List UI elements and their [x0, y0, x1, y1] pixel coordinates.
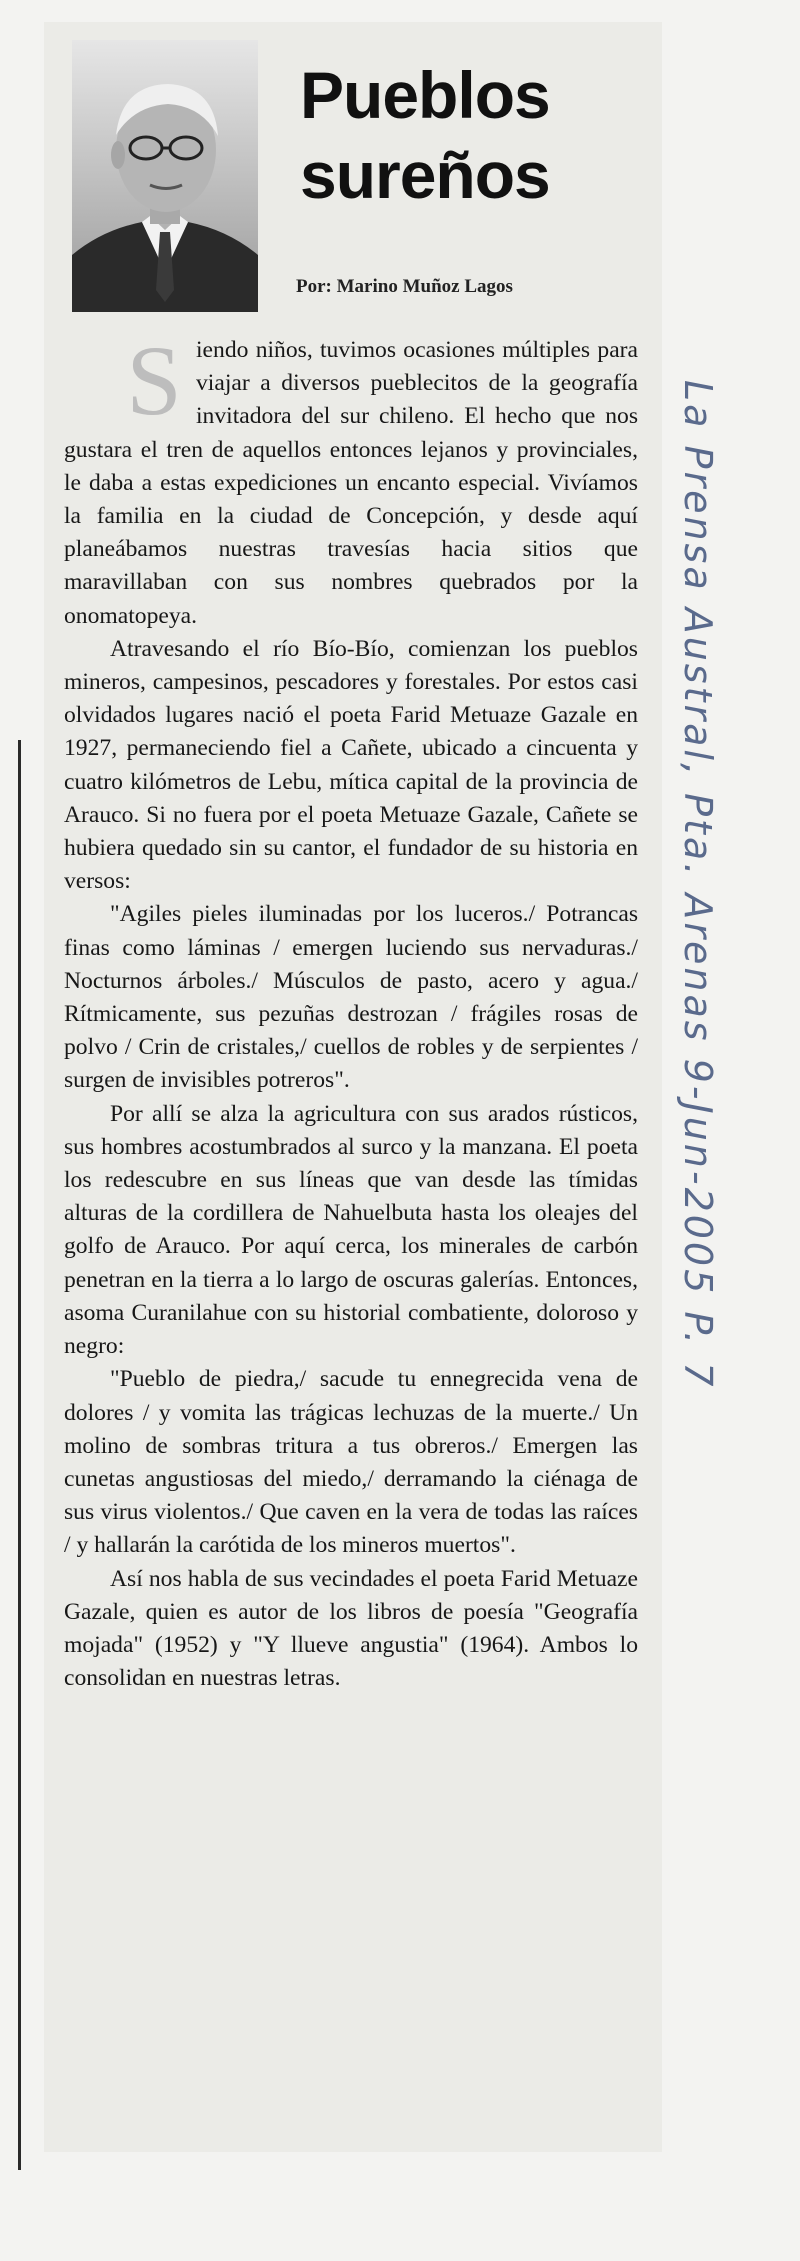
- paragraph-2: Atravesando el río Bío-Bío, comienzan los pueblos mineros, campesinos, pescadores y forestales. Por estos casi olvidados lugares nació el poeta Farid Metuaze Gazale en 1927, permaneciendo fiel a Cañete, ubicado a cincuenta y cuatro kilómetros de Lebu, mítica capital de la provincia de Arauco. Si no fuera por el poeta Metuaze Gazale, Cañete se hubiera quedado sin su cantor, el fundador de su historia en versos:: [64, 635, 638, 895]
- article-title: [300, 55, 620, 215]
- paragraph-1: [64, 325, 638, 633]
- byline: Por: Marino Muñoz Lagos: [296, 276, 513, 297]
- title-line-1: Pueblos: [300, 58, 550, 132]
- margin-rule: [18, 740, 21, 2170]
- paragraph-4: Así nos habla de sus vecindades el poeta Farid Metuaze Gazale, quien es autor de los libros de poesía "Geografía mojada" (1952) y "Y llueve angustia" (1964). Ambos lo consolidan en nuestras letras.: [64, 1565, 638, 1692]
- author-portrait: [72, 40, 258, 312]
- article-body: [64, 325, 638, 1695]
- paragraph-1-text: iendo niños, tuvimos ocasiones múltiples para viajar a diversos pueblecitos de la geografía invitadora del sur chileno. El hecho que nos gustara el tren de aquellos entonces lejanos y provinciales, le daba a estas expediciones un encanto especial. Vivíamos la familia en la ciudad de Concepción, y desde aquí planeábamos nuestras travesías hacia sitios que maravillaban con sus nombres quebrados por la onomatopeya.: [64, 337, 638, 629]
- poem-quote-2: "Pueblo de piedra,/ sacude tu ennegrecida vena de dolores / y vomita las trágicas lechuzas de la muerte./ Un molino de sombras tritura a tus obreros./ Emergen las cunetas angustiosas del miedo,/ derramando la ciénaga de sus virus violentos./ Que caven en la vera de todas las raíces / y hallarán la carótida de los mineros muertos".: [64, 1366, 638, 1559]
- paragraph-3: Por allí se alza la agricultura con sus arados rústicos, sus hombres acostumbrados al surco y la manzana. El poeta los redescubre en sus líneas que van desde las tímidas alturas de la cordillera de Nahuelbuta hasta los oleajes del golfo de Arauco. Por aquí cerca, los minerales de carbón penetran en la tierra a lo largo de oscuras galerías. Entonces, asoma Curanilahue con su historial combatiente, doloroso y negro:: [64, 1100, 638, 1360]
- drop-cap: S: [126, 325, 182, 436]
- poem-quote-1: "Agiles pieles iluminadas por los luceros./ Potrancas finas como láminas / emergen luciendo sus nervaduras./ Nocturnos árboles./ Músculos de pasto, acero y agua./ Rítmicamente, sus pezuñas destrozan / frágiles rosas de polvo / Crin de cristales,/ cuellos de robles y de serpientes / surgen de invisibles potreros".: [64, 901, 638, 1094]
- handwritten-source-note: La Prensa Austral, Pta. Arenas 9-Jun-2005 P. 7: [676, 380, 720, 1390]
- title-line-2: sureños: [300, 138, 550, 212]
